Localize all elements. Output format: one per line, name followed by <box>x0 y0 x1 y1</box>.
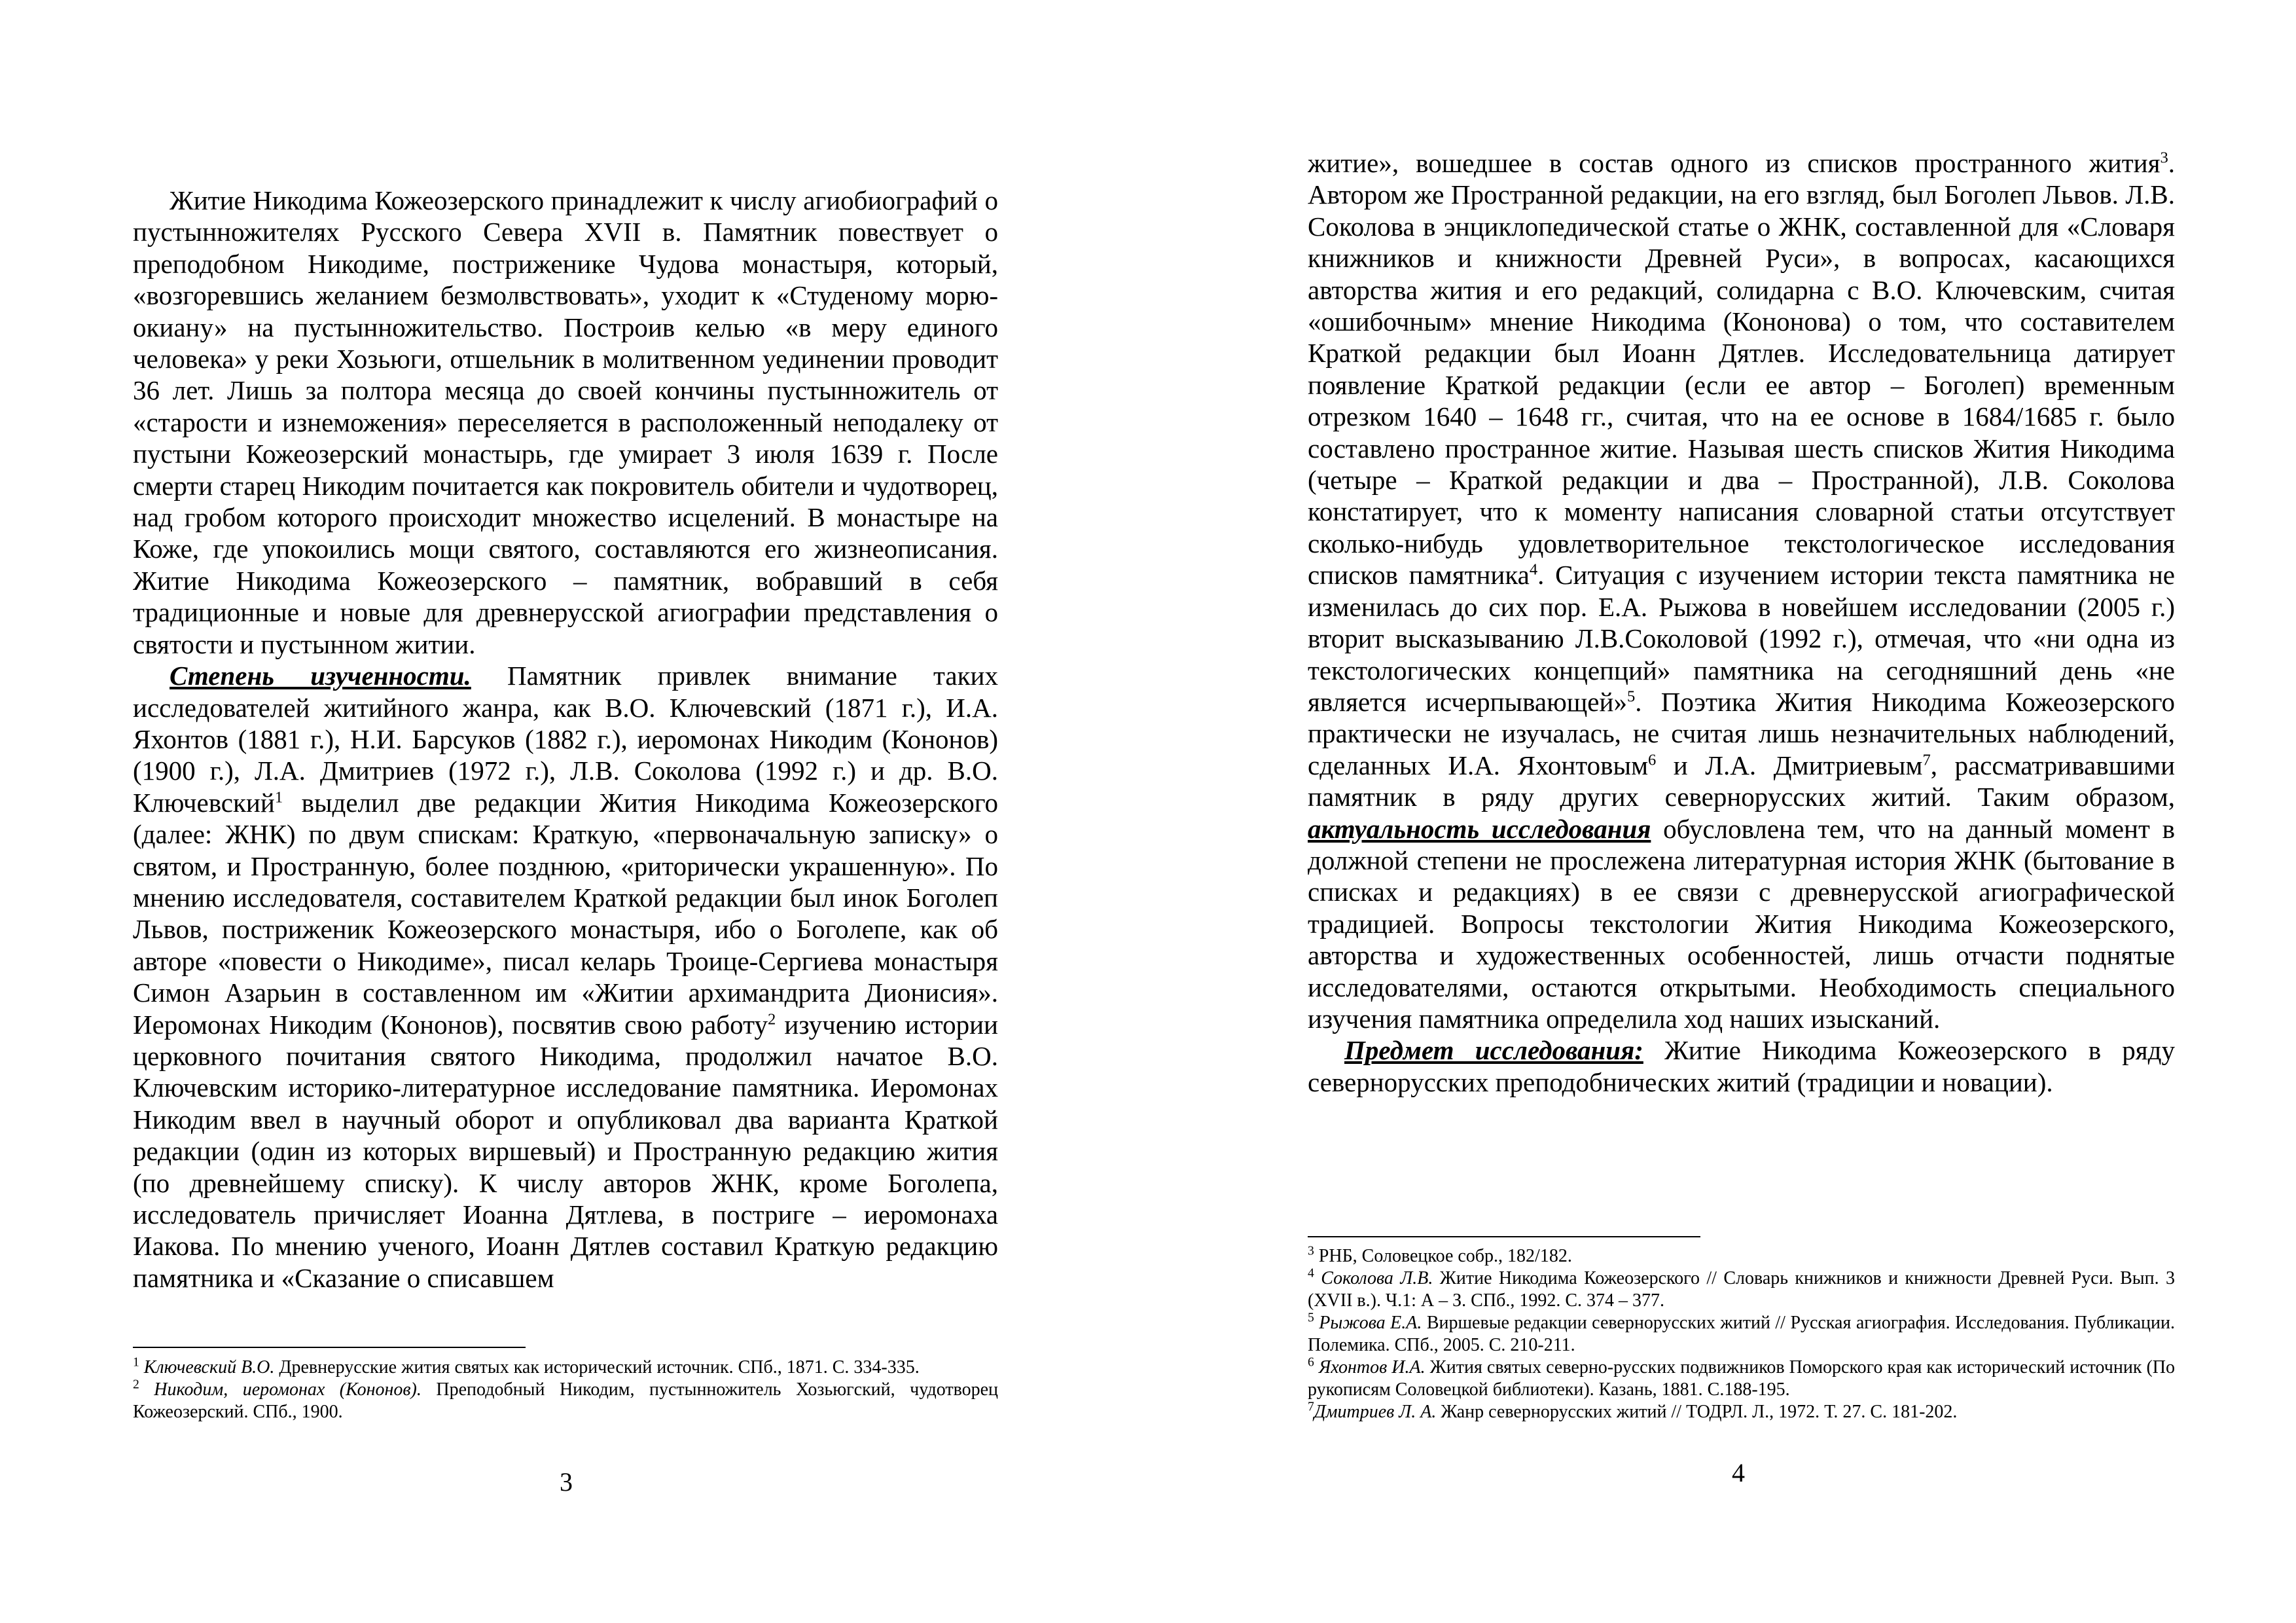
section-heading-study-degree: Степень изученности. <box>170 661 471 691</box>
right-body-text <box>1308 147 2175 1098</box>
left-body-text <box>133 185 998 1294</box>
paragraph-continued: житие», вошедшее в состав одного из списков пространного жития$^3$. Автором же Пространной редакции, на его взгляд, был Боголеп Львов. Л.В. Соколова в энциклопедической статье о ЖНК, составленной для «Словаря книжников и книжности Древней Руси», в вопросах, касающихся авторства жития и его редакций, солидарна с В.О. Ключевским, считая «ошибочным» мнение Никодима (Кононова) о том, что составителем Краткой редакции был Иоанн Дятлев. Исследовательница датирует появление Краткой редакции (если ее автор – Боголеп) временным отрезком 1640 – 1648 гг., считая, что на ее основе в 1684/1685 г. было составлено пространное житие. Называя шесть списков Жития Никодима (четыре – Краткой редакции и два – Пространной), Л.В. Соколова констатирует, что к моменту написания словарной статьи отсутствует сколько-нибудь удовлетворительное текстологическое исследования списков памятника$^4$. Ситуация с изучением истории текста памятника не изменилась до сих пор. Е.А. Рыжова в новейшем исследовании (2005 г.) вторит высказыванию Л.В.Соколовой (1992 г.), отмечая, что «ни одна из текстологических концепций» памятника на сегодняшний день «не является исчерпывающей»$^5$. Поэтика Жития Никодима Кожеозерского практически не изучалась, не считая лишь незначительных наблюдений, сделанных И.А. Яхонтовым$^6$ и Л.А. Дмитриевым$^7$, рассматривавшими памятник в ряду других севернорусских житий. Таким образом, актуальность исследования обусловлена тем, что на данный момент в должной степени не прослежена литературная история ЖНК (бытование в списках и редакциях) в ее связи с древнерусской агиографической традицией. Вопросы текстологии Жития Никодима Кожеозерского, авторства и художественных особенностей, лишь отчасти поднятые исследователями, остаются открытыми. Необходимость специального изучения памятника определила ход наших изысканий. <box>1308 148 2176 1034</box>
paragraph-study-degree: Степень изученности. Памятник привлек внимание таких исследователей житийного жанра, как В.О. Ключевский (1871 г.), И.А. Яхонтов (1881 г.), Н.И. Барсуков (1882 г.), иеромонах Никодим (Кононов) (1900 г.), Л.А. Дмитриев (1972 г.), Л.В. Соколова (1992 г.) и др. В.О. Ключевский$^1$ выделил две редакции Жития Никодима Кожеозерского (далее: ЖНК) по двум спискам: Краткую, «первоначальную записку» о святом, и Пространную, более позднюю, «риторически украшенную». По мнению исследователя, составителем Краткой редакции был инок Боголеп Львов, постриженик Кожеозерского монастыря, ибо о Боголепе, как об авторе «повести о Никодиме», писал келарь Троице-Сергиева монастыря Симон Азарьин в составленном им «Житии архимандрита Дионисия». Иеромонах Никодим (Кононов), посвятив свою работу$^2$ изучению истории церковного почитания святого Никодима, продолжил начатое В.О. Ключевским историко-литературное исследование памятника. Иеромонах Никодим ввел в научный оборот и опубликовал два варианта Краткой редакции (один из которых виршевый) и Пространную редакцию жития (по древнейшему списку). К числу авторов ЖНК, кроме Боголепа, исследователь причисляет Иоанна Дятлева, в постриге – иеромонаха Иакова. По мнению ученого, Иоанн Дятлев составил Краткую редакцию памятника и «Сказание о списавшем <box>133 661 998 1293</box>
left-footnotes <box>133 1357 998 1423</box>
footnote-ref-3[interactable]: 3 <box>2160 149 2168 167</box>
footnote: $^2$ Никодим, иеромонах (Кононов). Преподобный Никодим, пустынножитель Хозьюгский, чудотворец Кожеозерский. СПб., 1900. <box>133 1377 999 1422</box>
footnote-ref-2[interactable]: 2 <box>768 1010 776 1028</box>
footnote: $^6$ Яхонтов И.А. Жития святых северно-русских подвижников Поморского края как исторический источник (По рукописям Соловецкой библиотеки). Казань, 1881. С.188-195. <box>1308 1355 2176 1400</box>
section-heading-research-subject: Предмет исследования: <box>1344 1035 1643 1066</box>
footnote-ref-7[interactable]: 7 <box>1922 751 1931 769</box>
page-number: 4 <box>1732 1458 1745 1487</box>
footnote: $^7$Дмитриев Л. А. Жанр севернорусских житий // ТОДРЛ. Л., 1972. Т. 27. С. 181-202. <box>1308 1400 1958 1422</box>
emphasis-relevance: актуальность исследования <box>1308 813 1651 844</box>
footnote-ref-6[interactable]: 6 <box>1648 751 1657 769</box>
footnote: $^3$ РНБ, Соловецкое собр., 182/182. <box>1308 1244 1572 1266</box>
footnote: $^5$ Рыжова Е.А. Виршевые редакции севернорусских житий // Русская агиография. Исследования. Публикации. Полемика. СПб., 2005. С. 210-211. <box>1308 1311 2175 1355</box>
page-number: 3 <box>560 1467 573 1497</box>
footnote-divider <box>1308 1236 1700 1237</box>
paragraph-intro: Житие Никодима Кожеозерского принадлежит к числу агиобиографий о пустынножителях Русского Севера XVII в. Памятник повествует о преподобном Никодиме, постриженике Чудова монастыря, который, «возгоревшись желанием безмолвствовать», уходит к «Студеному морю-окиану» на пустынножительство. Построив келью «в меру единого человека» у реки Хозьюги, отшельник в молитвенном уединении проводит 36 лет. Лишь за полтора месяца до своей кончины пустынножитель от «старости и изнеможения» переселяется в расположенный неподалеку от пустыни Кожеозерский монастырь, где умирает 3 июля 1639 г. После смерти старец Никодим почитается как покровитель обители и чудотворец, над гробом которого происходит множество исцелений. В монастыре на Коже, где упокоились мощи святого, составляются его жизнеописания. Житие Никодима Кожеозерского – памятник, вобравший в себя традиционные и новые для древнерусской агиографии представления о святости и пустынном житии. <box>133 185 998 659</box>
right-footnotes <box>1308 1245 2175 1423</box>
footnote: $^4$ Соколова Л.В. Житие Никодима Кожеозерского // Словарь книжников и книжности Древней Руси. Вып. 3 (XVII в.). Ч.1: А – З. СПб., 1992. С. 374 – 377. <box>1308 1266 2175 1311</box>
footnote-ref-4[interactable]: 4 <box>1529 560 1538 579</box>
right-page <box>1148 0 2296 1623</box>
footnote-ref-1[interactable]: 1 <box>274 788 283 807</box>
paragraph-research-subject: Предмет исследования: Житие Никодима Кожеозерского в ряду севернорусских преподобнических житий (традиции и новации). <box>1308 1035 2175 1097</box>
footnote-ref-5[interactable]: 5 <box>1626 687 1636 706</box>
footnote-divider <box>133 1347 526 1348</box>
footnote: $^1$ Ключевский В.О. Древнерусские жития святых как исторический источник. СПб., 1871. С. 334-335. <box>133 1355 920 1377</box>
